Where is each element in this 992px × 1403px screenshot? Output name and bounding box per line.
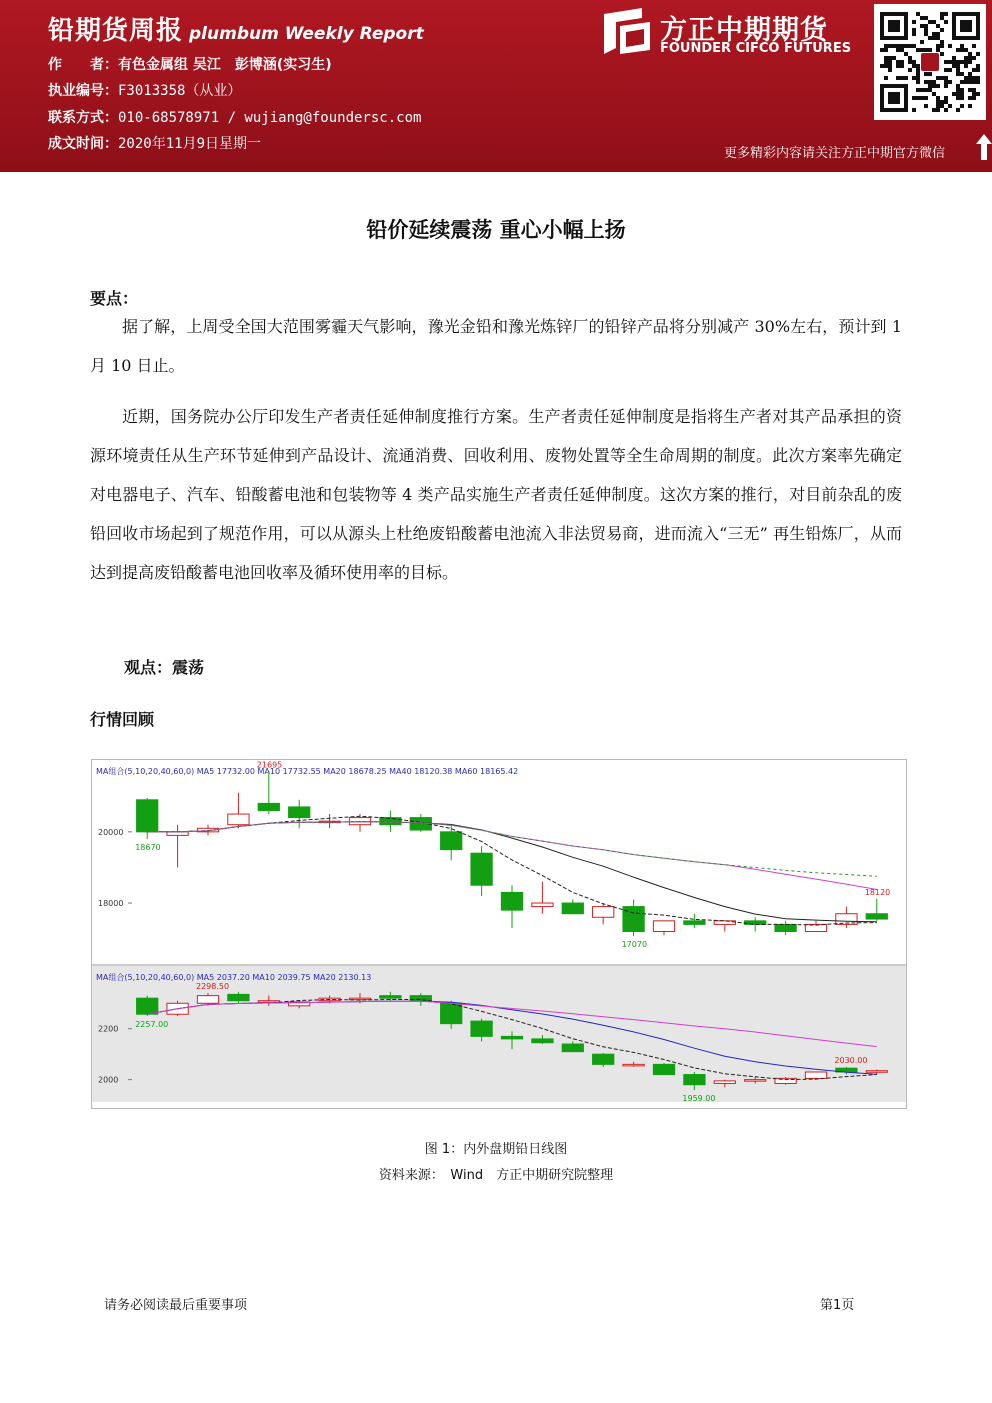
figure-caption: 图 1：内外盘期铅日线图 [424,1142,568,1157]
candle-body [501,892,522,910]
candle-body [532,903,553,907]
candle-body [866,1071,887,1073]
candle-body [441,832,462,850]
chart-panel-bg [92,760,906,964]
candle-body [593,1054,614,1064]
candle-body [228,814,249,825]
article-title: 铅价延续震荡 重心小幅上扬 [366,217,626,242]
chart-annotation: 2298.50 [196,982,230,992]
candle-body [593,907,614,918]
candle-body [532,1039,553,1043]
candle-body [562,903,583,914]
view-heading: 观点：震荡 [124,658,205,677]
author-line [48,54,332,74]
contact-value: 010-68578971 / wujiang@foundersc.com [118,110,422,126]
candle-body [197,996,218,1004]
candle-body [137,998,158,1014]
chart-annotation: 18670 [135,842,161,852]
paragraph-1-text: 据了解，上周受全国大范围雾霾天气影响，豫光金铅和豫光炼锌厂的铅锌产品将分别减产 30%左右，预计到 1 月 10 日止。 [90,317,902,375]
candlestick-chart [92,760,906,1108]
candle-body [866,914,887,919]
candle-body [258,803,279,810]
y-tick-label: 2200 [98,1024,119,1034]
candle-body [167,832,188,836]
chart-annotation: 21695 [256,760,283,770]
candle-body [471,853,492,885]
paragraph-2-text: 近期，国务院办公厅印发生产者责任延伸制度推行方案。生产者责任延伸制度是指将生产者对其产品承担的资源环境责任从生产环节延伸到产品设计、流通消费、回收利用、废物处置等全生命周期的制度。此次方案率先确定对电器电子、汽车、铅酸蓄电池和包装物等 4 类产品实施生产者责任延伸制度。这次方案的推行，对目前杂乱的废铅回收市场起到了规范作用，可以从源头上杜绝废铅酸蓄电池流入非法贸易商，进而流入“三无” 再生铅炼厂，从而达到提高废铅酸蓄电池回收率及循环使用率的目标。 [90,407,902,582]
qr-code-icon [874,4,986,120]
candle-body [228,994,249,1000]
paragraph-2 [90,397,902,592]
figure-source: 资料来源： Wind 方正中期研究院整理 [378,1168,614,1183]
date-line [48,133,261,153]
date-label: 成文时间： [48,136,118,152]
candle-body [714,1081,735,1084]
candle-body [745,921,766,925]
candle-body [623,1064,644,1066]
follow-wechat-text: 更多精彩内容请关注方正中期官方微信 [724,146,946,161]
license-label: 执业编号： [48,83,118,99]
chart-ma-header: MA组合(5,10,20,40,60,0) MA5 2037.20 MA10 2039.75 MA20 2130.13 [96,973,372,982]
paragraph-1 [90,307,902,385]
candle-body [684,1075,705,1085]
candle-body [380,996,401,999]
contact-line [48,107,421,127]
license-line [48,80,241,100]
candle-body [653,921,674,932]
candle-body [775,924,796,931]
logo-text-cn: 方正中期期货 [660,15,828,46]
report-title-en: plumbum Weekly Report [189,24,424,44]
candle-body [501,1036,522,1039]
y-tick-label: 20000 [98,827,124,837]
candle-body [380,818,401,825]
chart-panel-2 [92,966,906,1103]
candle-body [137,800,158,832]
page-number: 第1页 [820,1298,855,1313]
chart-annotation: 2030.00 [834,1055,868,1065]
y-tick-label: 2000 [98,1075,119,1085]
chart-annotation: 18120 [864,887,891,897]
key-points-heading: 要点： [90,289,139,308]
report-title-block [48,10,424,47]
candle-body [289,807,310,818]
up-arrow-icon [976,134,992,160]
candle-body [441,1003,462,1023]
chart-annotation: 1959.00 [682,1094,716,1104]
author-label: 作 者： [48,57,118,73]
author-value: 有色金属组 吴江 彭博涵(实习生) [118,57,332,73]
candle-body [745,1080,766,1082]
candle-body [653,1064,674,1074]
y-tick-label: 18000 [98,899,124,909]
wechat-qr-code [874,4,986,120]
company-logo [604,8,862,64]
candle-body [805,1072,826,1078]
company-logo-mark-icon [604,8,650,54]
lead-daily-chart [91,759,907,1109]
footer-notice: 请务必阅读最后重要事项 [104,1298,248,1313]
candle-body [684,921,705,925]
date-value: 2020年11月9日星期一 [118,136,262,152]
chart-annotation: 2257.00 [135,1020,169,1029]
market-review-heading: 行情回顾 [90,710,155,729]
chart-panel-1 [92,760,906,964]
chart-annotation: 17070 [621,940,648,950]
candle-body [562,1044,583,1052]
report-title-cn: 铅期货周报 [48,16,184,46]
chart-ma-header: MA组合(5,10,20,40,60,0) MA5 17732.00 MA10 17732.55 MA20 18678.25 MA40 18120.38 MA60 18165.42 [96,767,519,776]
contact-label: 联系方式： [48,110,118,126]
license-value: F3013358（从业） [118,83,242,99]
report-header [0,0,992,172]
candle-body [471,1021,492,1036]
logo-text-en: FOUNDER CIFCO FUTURES [660,41,852,56]
